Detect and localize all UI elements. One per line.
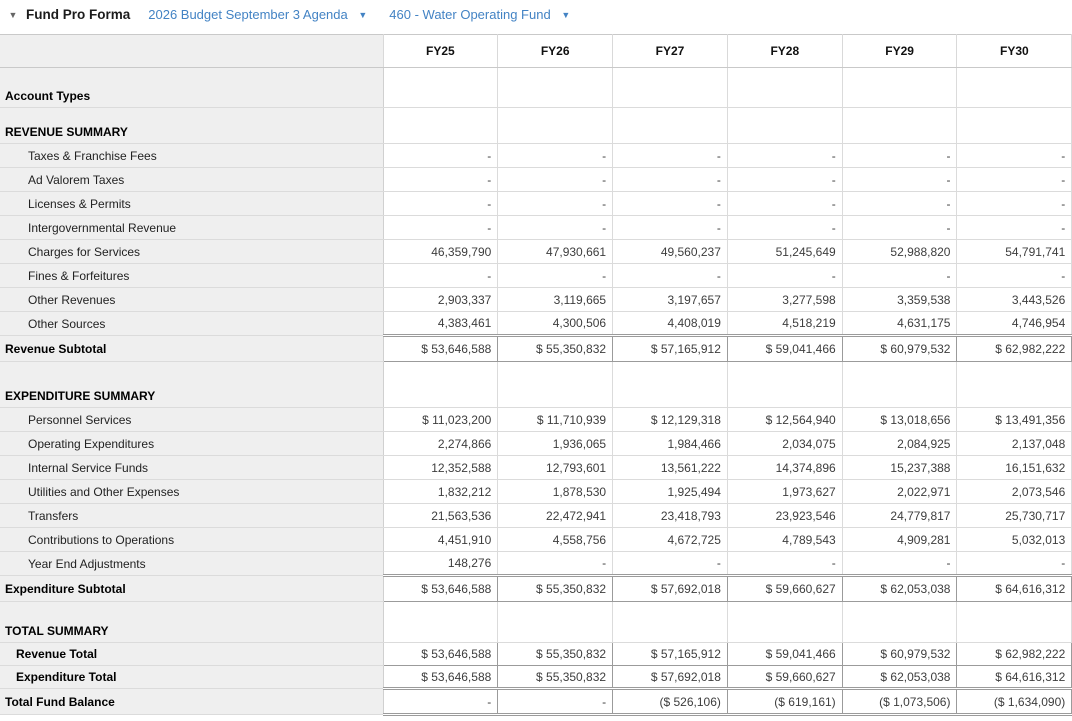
row-label: Operating Expenditures xyxy=(0,432,383,456)
table-row xyxy=(0,336,1072,362)
cell-value: - xyxy=(383,192,498,216)
cell-value: 4,408,019 xyxy=(613,312,728,336)
cell-value: - xyxy=(842,144,957,168)
fund-pro-forma-table xyxy=(0,34,1072,716)
row-label: Personnel Services xyxy=(0,408,383,432)
cell-value: $ 64,616,312 xyxy=(957,666,1072,689)
cell-value: 21,563,536 xyxy=(383,504,498,528)
table-row xyxy=(0,288,1072,312)
cell-value xyxy=(727,108,842,144)
table-row xyxy=(0,216,1072,240)
table-row xyxy=(0,168,1072,192)
cell-value xyxy=(957,602,1072,643)
cell-value xyxy=(842,362,957,408)
column-header: FY29 xyxy=(842,35,957,68)
cell-value: $ 59,660,627 xyxy=(727,666,842,689)
cell-value xyxy=(498,68,613,108)
table-row xyxy=(0,68,1072,108)
table-header-row xyxy=(0,35,1072,68)
cell-value xyxy=(727,68,842,108)
cell-value: - xyxy=(842,552,957,576)
cell-value xyxy=(383,602,498,643)
cell-value xyxy=(842,602,957,643)
cell-value: 25,730,717 xyxy=(957,504,1072,528)
cell-value: 16,151,632 xyxy=(957,456,1072,480)
cell-value xyxy=(842,108,957,144)
cell-value: $ 59,041,466 xyxy=(727,643,842,666)
cell-value: $ 62,982,222 xyxy=(957,336,1072,362)
cell-value: - xyxy=(613,552,728,576)
cell-value: $ 12,564,940 xyxy=(727,408,842,432)
page-title: Fund Pro Forma xyxy=(26,7,131,22)
cell-value: $ 60,979,532 xyxy=(842,336,957,362)
table-row xyxy=(0,602,1072,643)
cell-value: 3,443,526 xyxy=(957,288,1072,312)
cell-value xyxy=(957,108,1072,144)
cell-value: 23,418,793 xyxy=(613,504,728,528)
table-row xyxy=(0,480,1072,504)
table-row xyxy=(0,408,1072,432)
row-label-header xyxy=(0,35,383,68)
cell-value: $ 13,491,356 xyxy=(957,408,1072,432)
cell-value: - xyxy=(957,552,1072,576)
table-row xyxy=(0,456,1072,480)
cell-value: $ 55,350,832 xyxy=(498,576,613,602)
fund-selector-label: 460 - Water Operating Fund xyxy=(389,7,551,22)
row-label: Revenue Total xyxy=(0,643,383,666)
cell-value: 2,084,925 xyxy=(842,432,957,456)
cell-value: - xyxy=(842,168,957,192)
cell-value: $ 59,660,627 xyxy=(727,576,842,602)
cell-value: 23,923,546 xyxy=(727,504,842,528)
cell-value: 3,359,538 xyxy=(842,288,957,312)
fund-selector-dropdown[interactable] xyxy=(389,7,570,22)
cell-value xyxy=(957,68,1072,108)
cell-value: 2,034,075 xyxy=(727,432,842,456)
cell-value: $ 57,165,912 xyxy=(613,336,728,362)
budget-selector-label: 2026 Budget September 3 Agenda xyxy=(148,7,348,22)
cell-value: 4,789,543 xyxy=(727,528,842,552)
cell-value: - xyxy=(383,144,498,168)
table-row xyxy=(0,312,1072,336)
cell-value: $ 62,053,038 xyxy=(842,666,957,689)
cell-value: - xyxy=(498,264,613,288)
cell-value: 3,277,598 xyxy=(727,288,842,312)
cell-value: - xyxy=(383,689,498,715)
cell-value: 24,779,817 xyxy=(842,504,957,528)
cell-value: - xyxy=(383,168,498,192)
chevron-down-icon: ▼ xyxy=(561,10,571,20)
cell-value xyxy=(383,108,498,144)
row-label: Intergovernmental Revenue xyxy=(0,216,383,240)
cell-value: $ 57,692,018 xyxy=(613,666,728,689)
cell-value xyxy=(842,68,957,108)
table-row xyxy=(0,576,1072,602)
cell-value: - xyxy=(842,216,957,240)
cell-value: 1,984,466 xyxy=(613,432,728,456)
cell-value: - xyxy=(613,144,728,168)
cell-value: 12,352,588 xyxy=(383,456,498,480)
cell-value: $ 53,646,588 xyxy=(383,336,498,362)
table-row xyxy=(0,552,1072,576)
row-label: Fines & Forfeitures xyxy=(0,264,383,288)
row-label: Internal Service Funds xyxy=(0,456,383,480)
cell-value: 148,276 xyxy=(383,552,498,576)
cell-value: - xyxy=(383,216,498,240)
cell-value: $ 53,646,588 xyxy=(383,666,498,689)
cell-value: - xyxy=(498,689,613,715)
row-label: Expenditure Total xyxy=(0,666,383,689)
cell-value: 4,383,461 xyxy=(383,312,498,336)
cell-value xyxy=(383,68,498,108)
column-header: FY27 xyxy=(613,35,728,68)
cell-value: - xyxy=(383,264,498,288)
cell-value: ($ 1,634,090) xyxy=(957,689,1072,715)
cell-value: - xyxy=(727,552,842,576)
cell-value: - xyxy=(957,264,1072,288)
row-label: Transfers xyxy=(0,504,383,528)
table-row xyxy=(0,240,1072,264)
cell-value: 2,903,337 xyxy=(383,288,498,312)
cell-value: 4,558,756 xyxy=(498,528,613,552)
cell-value: $ 11,710,939 xyxy=(498,408,613,432)
table-row xyxy=(0,504,1072,528)
cell-value: 4,518,219 xyxy=(727,312,842,336)
cell-value: 52,988,820 xyxy=(842,240,957,264)
cell-value: - xyxy=(842,264,957,288)
cell-value xyxy=(498,602,613,643)
cell-value xyxy=(613,362,728,408)
chevron-down-icon: ▼ xyxy=(358,10,368,20)
cell-value: 2,137,048 xyxy=(957,432,1072,456)
cell-value: - xyxy=(613,264,728,288)
cell-value: 54,791,741 xyxy=(957,240,1072,264)
column-header: FY28 xyxy=(727,35,842,68)
cell-value: - xyxy=(613,216,728,240)
cell-value: 1,925,494 xyxy=(613,480,728,504)
cell-value: ($ 1,073,506) xyxy=(842,689,957,715)
row-label: Contributions to Operations xyxy=(0,528,383,552)
cell-value: ($ 526,106) xyxy=(613,689,728,715)
cell-value: 46,359,790 xyxy=(383,240,498,264)
cell-value: 2,073,546 xyxy=(957,480,1072,504)
cell-value: - xyxy=(957,144,1072,168)
cell-value: $ 55,350,832 xyxy=(498,666,613,689)
row-label: Total Fund Balance xyxy=(0,689,383,715)
row-label: TOTAL SUMMARY xyxy=(0,602,383,643)
cell-value: ($ 619,161) xyxy=(727,689,842,715)
row-label: Taxes & Franchise Fees xyxy=(0,144,383,168)
cell-value xyxy=(613,108,728,144)
table-row xyxy=(0,643,1072,666)
cell-value: 1,936,065 xyxy=(498,432,613,456)
cell-value: 14,374,896 xyxy=(727,456,842,480)
cell-value xyxy=(498,108,613,144)
table-row xyxy=(0,192,1072,216)
budget-selector-dropdown[interactable] xyxy=(148,7,367,22)
cell-value: - xyxy=(498,168,613,192)
cell-value: - xyxy=(957,192,1072,216)
cell-value: $ 55,350,832 xyxy=(498,336,613,362)
cell-value: 13,561,222 xyxy=(613,456,728,480)
cell-value: 1,973,627 xyxy=(727,480,842,504)
cell-value: 47,930,661 xyxy=(498,240,613,264)
cell-value: $ 53,646,588 xyxy=(383,643,498,666)
column-header: FY30 xyxy=(957,35,1072,68)
cell-value: 22,472,941 xyxy=(498,504,613,528)
cell-value: $ 62,982,222 xyxy=(957,643,1072,666)
cell-value: - xyxy=(613,192,728,216)
cell-value xyxy=(727,602,842,643)
cell-value: - xyxy=(613,168,728,192)
cell-value xyxy=(957,362,1072,408)
table-row xyxy=(0,689,1072,715)
row-label: Other Sources xyxy=(0,312,383,336)
cell-value: - xyxy=(842,192,957,216)
cell-value: - xyxy=(727,168,842,192)
cell-value: $ 64,616,312 xyxy=(957,576,1072,602)
row-label: Revenue Subtotal xyxy=(0,336,383,362)
table-row xyxy=(0,144,1072,168)
row-label: REVENUE SUMMARY xyxy=(0,108,383,144)
row-label: Utilities and Other Expenses xyxy=(0,480,383,504)
cell-value: 2,022,971 xyxy=(842,480,957,504)
cell-value: $ 59,041,466 xyxy=(727,336,842,362)
cell-value xyxy=(383,362,498,408)
cell-value: $ 11,023,200 xyxy=(383,408,498,432)
table-row xyxy=(0,108,1072,144)
cell-value: 49,560,237 xyxy=(613,240,728,264)
cell-value: 1,832,212 xyxy=(383,480,498,504)
cell-value: 51,245,649 xyxy=(727,240,842,264)
cell-value: $ 57,165,912 xyxy=(613,643,728,666)
cell-value: - xyxy=(727,192,842,216)
cell-value: $ 57,692,018 xyxy=(613,576,728,602)
cell-value: $ 60,979,532 xyxy=(842,643,957,666)
table-row xyxy=(0,528,1072,552)
cell-value xyxy=(613,602,728,643)
collapse-arrow-icon[interactable]: ▼ xyxy=(8,10,18,20)
cell-value: 4,672,725 xyxy=(613,528,728,552)
cell-value: - xyxy=(727,144,842,168)
cell-value: $ 53,646,588 xyxy=(383,576,498,602)
row-label: Ad Valorem Taxes xyxy=(0,168,383,192)
cell-value: - xyxy=(498,216,613,240)
cell-value: 4,300,506 xyxy=(498,312,613,336)
cell-value: 15,237,388 xyxy=(842,456,957,480)
cell-value: 3,197,657 xyxy=(613,288,728,312)
cell-value: - xyxy=(957,216,1072,240)
table-row xyxy=(0,264,1072,288)
cell-value: - xyxy=(498,552,613,576)
column-header: FY26 xyxy=(498,35,613,68)
toolbar xyxy=(0,0,1072,34)
cell-value: - xyxy=(727,216,842,240)
cell-value: - xyxy=(727,264,842,288)
cell-value xyxy=(727,362,842,408)
cell-value: 4,631,175 xyxy=(842,312,957,336)
cell-value: $ 13,018,656 xyxy=(842,408,957,432)
cell-value: 2,274,866 xyxy=(383,432,498,456)
cell-value: - xyxy=(498,144,613,168)
table-row xyxy=(0,432,1072,456)
cell-value: 3,119,665 xyxy=(498,288,613,312)
row-label: Account Types xyxy=(0,68,383,108)
row-label: Expenditure Subtotal xyxy=(0,576,383,602)
cell-value xyxy=(498,362,613,408)
cell-value xyxy=(613,68,728,108)
row-label: Charges for Services xyxy=(0,240,383,264)
cell-value: 12,793,601 xyxy=(498,456,613,480)
row-label: Licenses & Permits xyxy=(0,192,383,216)
row-label: Year End Adjustments xyxy=(0,552,383,576)
cell-value: $ 55,350,832 xyxy=(498,643,613,666)
cell-value: 5,032,013 xyxy=(957,528,1072,552)
column-header: FY25 xyxy=(383,35,498,68)
cell-value: - xyxy=(957,168,1072,192)
row-label: EXPENDITURE SUMMARY xyxy=(0,362,383,408)
cell-value: - xyxy=(498,192,613,216)
cell-value: 4,451,910 xyxy=(383,528,498,552)
table-row xyxy=(0,666,1072,689)
cell-value: 4,909,281 xyxy=(842,528,957,552)
cell-value: $ 12,129,318 xyxy=(613,408,728,432)
row-label: Other Revenues xyxy=(0,288,383,312)
cell-value: 1,878,530 xyxy=(498,480,613,504)
cell-value: 4,746,954 xyxy=(957,312,1072,336)
cell-value: $ 62,053,038 xyxy=(842,576,957,602)
table-row xyxy=(0,362,1072,408)
